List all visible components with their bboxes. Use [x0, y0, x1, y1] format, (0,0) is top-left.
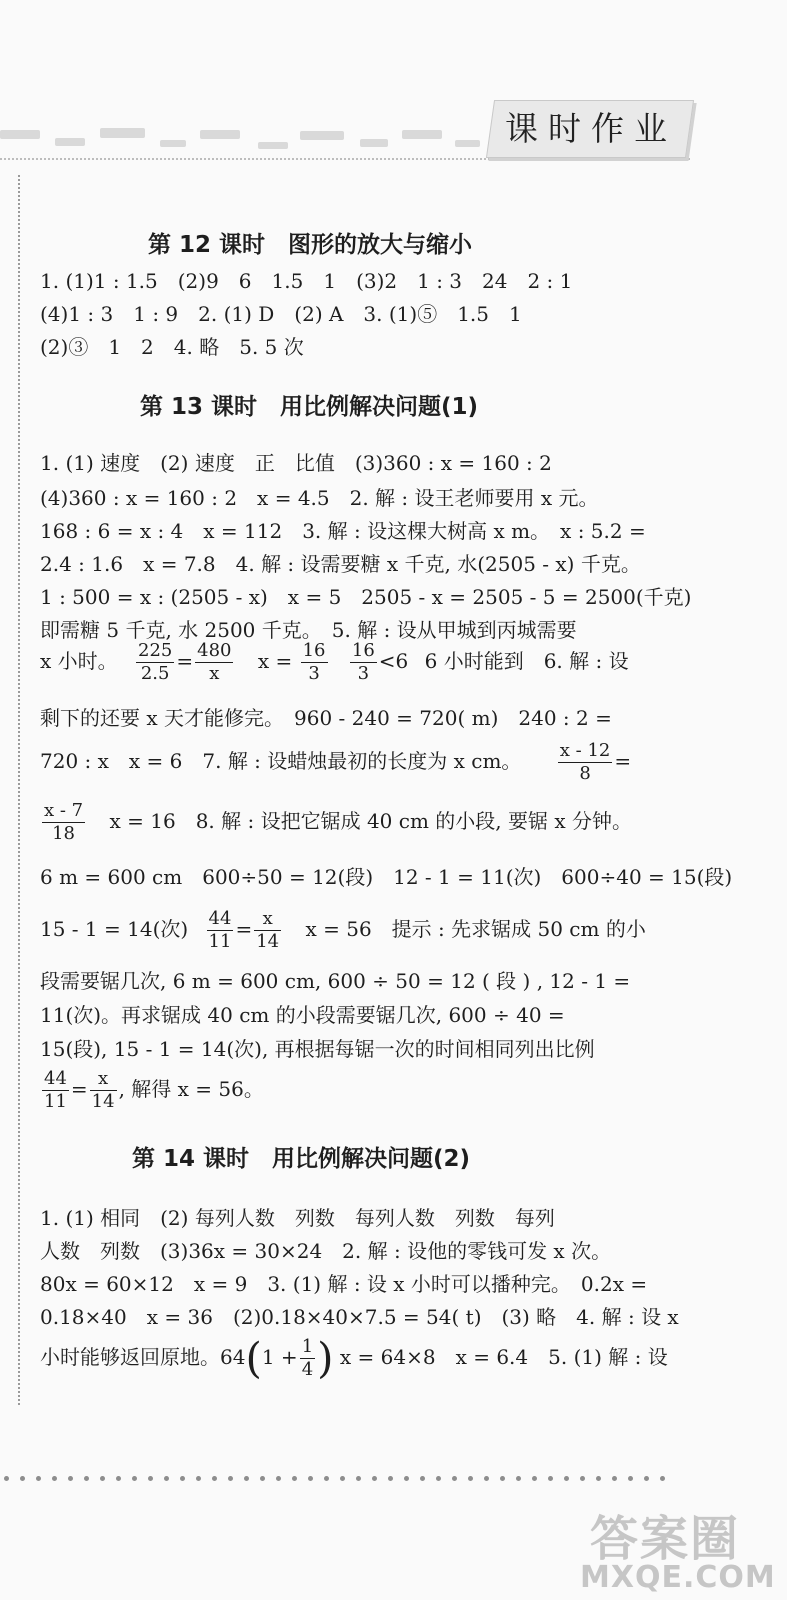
footer-dot: [292, 1476, 297, 1481]
s13-line-12: 15 - 1 = 14(次) $\frac{44}{11}$ = $\frac{x}{14}$ x = 56 提示 : 先求锯成 50 cm 的小: [40, 908, 646, 952]
fraction-x-over-14-b: $\frac{x}{14}$: [91, 1068, 115, 1112]
s14-line-4: 0.18×40 x = 36 (2)0.18×40×7.5 = 54( t) (3) 略 4. 解 : 设 x: [40, 1305, 679, 1329]
s13-line-1: 1. (1) 速度 (2) 速度 正 比值 (3)360 : x = 160 : 2: [40, 451, 552, 475]
s12-line-3: (2)③ 1 2 4. 略 5. 5 次: [40, 335, 304, 359]
s13-line-10: [40, 800, 632, 845]
frag-less-than-6: <6: [378, 649, 409, 673]
footer-dot-border: [0, 1470, 680, 1484]
fraction-225-over-2-5: $\frac{225}{2.5}$: [138, 640, 173, 684]
footer-dot: [228, 1476, 233, 1481]
s14-line-1: 1. (1) 相同 (2) 每列人数 列数 每列人数 列数 每列: [40, 1206, 555, 1230]
s13-line-5: 1 : 500 = x : (2505 - x) x = 5 2505 - x = 2505 - 5 = 2500(千克): [40, 585, 692, 609]
fraction-x-7-over-18: $\frac{x - 7}{18}$: [44, 800, 84, 844]
footer-dot: [548, 1476, 553, 1481]
s14-line-3: 80x = 60×12 x = 9 3. (1) 解 : 设 x 小时可以播种完。 0.2x =: [40, 1272, 648, 1296]
footer-dot: [644, 1476, 649, 1481]
footer-dot: [452, 1476, 457, 1481]
s13-line-2: (4)360 : x = 160 : 2 x = 4.5 2. 解 : 设王老师要用 x 元。: [40, 486, 599, 510]
s13-line-3: 168 : 6 = x : 4 x = 112 3. 解 : 设这棵大树高 x m。 x : 5.2 =: [40, 519, 646, 543]
s12-line-1: 1. (1)1 : 1.5 (2)9 6 1.5 1 (3)2 1 : 3 24 2 : 1: [40, 269, 573, 293]
fraction-x-12-over-8: $\frac{x - 12}{8}$: [559, 740, 611, 784]
fraction-16-over-3-a: $\frac{16}{3}$: [302, 640, 326, 684]
footer-dot: [628, 1476, 633, 1481]
s13-line-7: x 小时。 $\frac{225}{2.5}$ = $\frac{480}{x}$ x = $\frac{16}{3}$ $\frac{16}{3}$ <6 6 小时能到 6. 解 : 设: [40, 640, 629, 684]
fraction-x-over-14-a: $\frac{x}{14}$: [256, 908, 280, 952]
footer-dot: [612, 1476, 617, 1481]
footer-dot: [596, 1476, 601, 1481]
frag-x16-saw: x = 16 8. 解 : 设把它锯成 40 cm 的小段, 要锯 x 分钟。: [109, 809, 632, 833]
footer-dot: [532, 1476, 537, 1481]
s13-line-11: 6 m = 600 cm 600÷50 = 12(段) 12 - 1 = 11(次) 600÷40 = 15(段): [40, 865, 733, 889]
fraction-16-over-3-b: $\frac{16}{3}$: [351, 640, 375, 684]
footer-dot: [356, 1476, 361, 1481]
footer-dot: [516, 1476, 521, 1481]
footer-dot: [148, 1476, 153, 1481]
section-14-title: 第 14 课时 用比例解决问题(2): [132, 1146, 471, 1172]
s13-line-15: 15(段), 15 - 1 = 14(次), 再根据每锯一次的时间相同列出比例: [40, 1037, 595, 1061]
frag-one-plus: 1 +: [261, 1345, 298, 1369]
header-label: 课时作业: [505, 109, 677, 148]
header-divider: [0, 158, 690, 160]
footer-dot: [420, 1476, 425, 1481]
footer-dot: [468, 1476, 473, 1481]
s13-line-6: 即需糖 5 千克, 水 2500 千克。 5. 解 : 设从甲城到丙城需要: [40, 618, 577, 642]
footer-dot: [164, 1476, 169, 1481]
frag-720-x: 720 : x x = 6 7. 解 : 设蜡烛最初的长度为 x cm。: [40, 749, 522, 773]
s13-line-9: 720 : x x = 6 7. 解 : 设蜡烛最初的长度为 x cm。 $\frac{x - 12}{8}$ =: [40, 740, 632, 784]
footer-dot: [84, 1476, 89, 1481]
fraction-480-over-x: $\frac{480}{x}$: [197, 640, 232, 684]
s12-line-2: (4)1 : 3 1 : 9 2. (1) D (2) A 3. (1)⑤ 1.5 1: [40, 302, 522, 326]
fraction-1-over-4: $\frac{1}{4}$: [301, 1336, 314, 1380]
footer-dot: [500, 1476, 505, 1481]
footer-dot: [36, 1476, 41, 1481]
footer-dot: [484, 1476, 489, 1481]
frag-x-64x8: x = 64×8 x = 6.4 5. (1) 解 : 设: [339, 1345, 668, 1369]
footer-dot: [4, 1476, 9, 1481]
frag-15-1-14: 15 - 1 = 14(次): [40, 917, 189, 941]
footer-dot: [660, 1476, 665, 1481]
watermark-logo: [580, 1500, 780, 1595]
frag-x56-hint: x = 56 提示 : 先求锯成 50 cm 的小: [305, 917, 646, 941]
footer-dot: [260, 1476, 265, 1481]
margin-rule: [18, 175, 20, 1405]
footer-dot: [564, 1476, 569, 1481]
footer-dot: [340, 1476, 345, 1481]
s14-line-2: 人数 列数 (3)36x = 30×24 2. 解 : 设他的零钱可发 x 次。: [40, 1239, 612, 1263]
right-paren: ): [317, 1333, 334, 1383]
watermark-top-text: 答案圈: [590, 1511, 741, 1567]
footer-dot: [436, 1476, 441, 1481]
fraction-44-over-11-b: $\frac{44}{11}$: [44, 1068, 67, 1112]
footer-dot: [212, 1476, 217, 1481]
frag-x-hours: x 小时。: [40, 649, 118, 673]
frag-6-hours: 6 小时能到 6. 解 : 设: [424, 649, 629, 673]
footer-dot: [20, 1476, 25, 1481]
frag-x-equals: x =: [257, 649, 293, 673]
header-decoration: [0, 118, 520, 158]
frag-return-64: 小时能够返回原地。64: [40, 1345, 246, 1369]
footer-dot: [196, 1476, 201, 1481]
s13-line-16: $\frac{44}{11}$ = $\frac{x}{14}$ , 解得 x = 56。: [44, 1068, 264, 1112]
s14-line-5: [40, 1333, 668, 1383]
s13-line-14: 11(次)。再求锯成 40 cm 的小段需要锯几次, 600 ÷ 40 =: [40, 1003, 565, 1027]
fraction-44-over-11-a: $\frac{44}{11}$: [208, 908, 232, 952]
frag-solution-56: , 解得 x = 56。: [118, 1077, 264, 1101]
section-13-title: 第 13 课时 用比例解决问题(1): [140, 394, 479, 420]
footer-dot: [580, 1476, 585, 1481]
footer-dot: [68, 1476, 73, 1481]
footer-dot: [404, 1476, 409, 1481]
left-paren: (: [245, 1333, 262, 1383]
footer-dot: [276, 1476, 281, 1481]
footer-dot: [372, 1476, 377, 1481]
footer-dot: [388, 1476, 393, 1481]
watermark-bottom-text: MXQE.COM: [580, 1560, 776, 1595]
footer-dot: [324, 1476, 329, 1481]
footer-dot: [244, 1476, 249, 1481]
footer-dot: [100, 1476, 105, 1481]
s13-line-4: 2.4 : 1.6 x = 7.8 4. 解 : 设需要糖 x 千克, 水(2505 - x) 千克。: [40, 552, 641, 576]
footer-dot: [308, 1476, 313, 1481]
footer-dot: [180, 1476, 185, 1481]
footer-dot: [116, 1476, 121, 1481]
section-12-title: 第 12 课时 图形的放大与缩小: [148, 232, 473, 258]
s13-line-13: 段需要锯几次, 6 m = 600 cm, 600 ÷ 50 = 12 ( 段 ) , 12 - 1 =: [40, 969, 631, 993]
footer-dot: [132, 1476, 137, 1481]
s13-line-8: 剩下的还要 x 天才能修完。 960 - 240 = 720( m) 240 : 2 =: [40, 706, 612, 730]
footer-dot: [52, 1476, 57, 1481]
